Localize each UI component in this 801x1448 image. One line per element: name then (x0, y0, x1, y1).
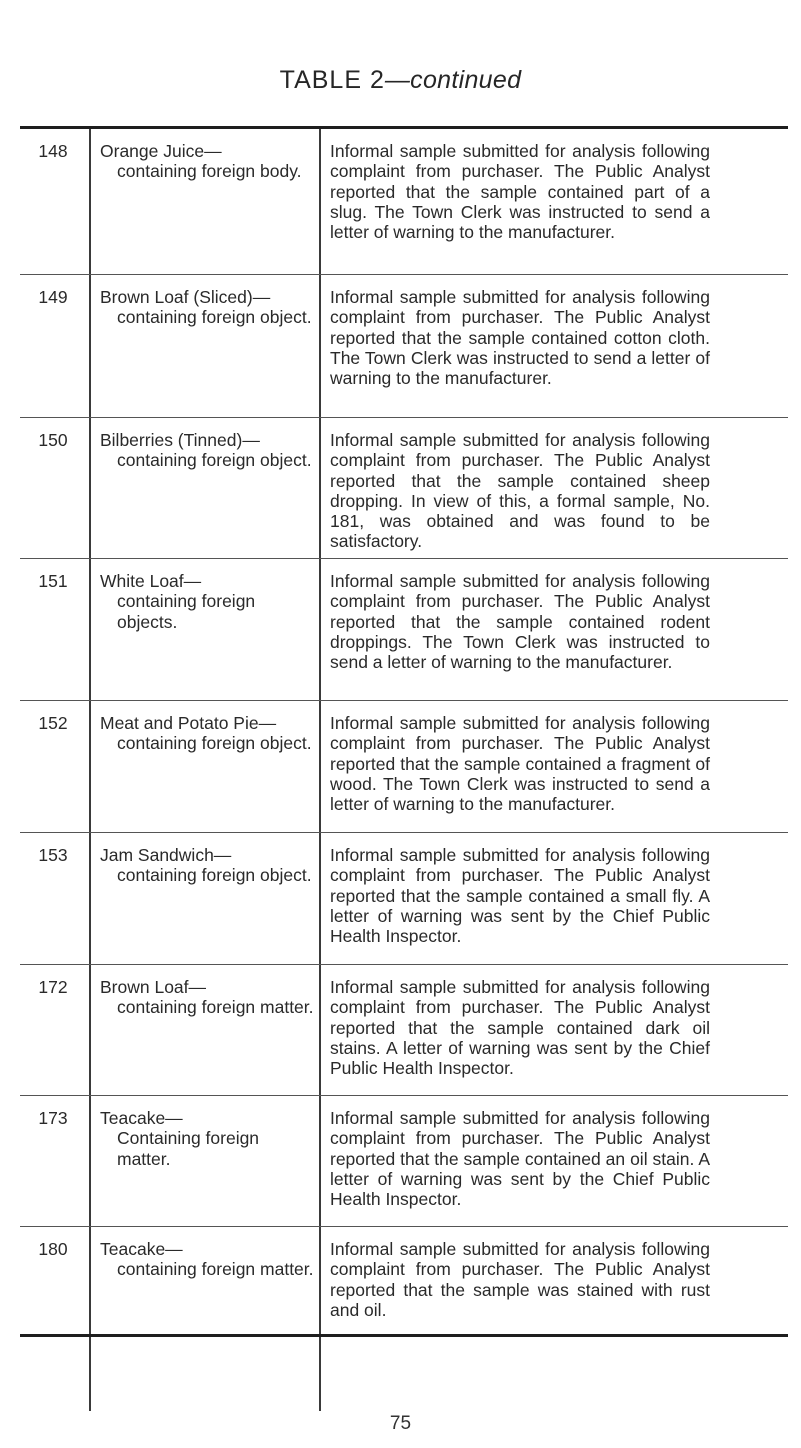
sample-condition: containing foreign object. (117, 307, 312, 328)
sample-number: 172 (38, 977, 68, 997)
sample-remarks: Informal sample submitted for analysis following complaint from purchaser. The Public Analyst reported that the sample contained a fragment of wood. The Town Clerk was instructed to send a letter of warning to the manufacturer. (330, 713, 710, 815)
sample-remarks: Informal sample submitted for analysis following complaint from purchaser. The Public Analyst reported that the sample contained sheep dropping. In view of this, a formal sample, No. 181, was obtained and was found to be satisfactory. (330, 430, 710, 552)
sample-remarks: Informal sample submitted for analysis following complaint from purchaser. The Public Analyst reported that the sample was stained with rust and oil. (330, 1239, 710, 1320)
sample-condition: containing foreign matter. (117, 1259, 314, 1280)
table-row (20, 559, 788, 700)
table-row (20, 701, 788, 832)
sample-description (100, 845, 314, 886)
sample-description (100, 430, 314, 471)
sample-number: 151 (38, 571, 68, 591)
title-continued: —continued (384, 66, 522, 94)
sample-condition: containing foreign matter. (117, 997, 314, 1018)
sample-description (100, 977, 314, 1018)
table-row (20, 418, 788, 558)
title-main: TABLE 2 (279, 66, 385, 94)
sample-description (100, 1108, 314, 1169)
sample-remarks: Informal sample submitted for analysis following complaint from purchaser. The Public Analyst reported that the sample contained cotton cloth. The Town Clerk was instructed to send a letter of warning to the manufacturer. (330, 287, 710, 389)
sample-description (100, 1239, 314, 1280)
page-title (0, 66, 801, 95)
sample-name: Brown Loaf (Sliced)— (100, 287, 271, 307)
sample-description (100, 141, 314, 182)
sample-name: Orange Juice— (100, 141, 222, 161)
sample-name: Teacake— (100, 1239, 183, 1259)
sample-description (100, 713, 314, 754)
sample-condition: containing foreign object. (117, 865, 312, 886)
sample-number: 148 (38, 141, 68, 161)
sample-condition: containing foreign object. (117, 450, 312, 471)
page-number: 75 (389, 1413, 412, 1434)
sample-condition: containing foreign objects. (117, 591, 256, 632)
table-row (20, 1096, 788, 1226)
table-row (20, 833, 788, 964)
sample-name: Bilberries (Tinned)— (100, 430, 260, 450)
sample-remarks: Informal sample submitted for analysis following complaint from purchaser. The Public Analyst reported that the sample contained part of a slug. The Town Clerk was instructed to send a letter of warning to the manufacturer. (330, 141, 710, 243)
analysis-table (20, 126, 788, 1414)
sample-name: White Loaf— (100, 571, 202, 591)
sample-number: 153 (38, 845, 68, 865)
sample-name: Jam Sandwich— (100, 845, 232, 865)
table-row (20, 275, 788, 417)
sample-description (100, 571, 314, 632)
sample-remarks: Informal sample submitted for analysis following complaint from purchaser. The Public Analyst reported that the sample contained a small fly. A letter of warning was sent by the Chief Public Health Inspector. (330, 845, 710, 947)
sample-description (100, 287, 314, 328)
sample-number: 173 (38, 1108, 68, 1128)
sample-remarks: Informal sample submitted for analysis following complaint from purchaser. The Public Analyst reported that the sample contained dark oil stains. A letter of warning was sent by the Chief Public Health Inspector. (330, 977, 710, 1079)
table-row (20, 965, 788, 1095)
table-row (20, 129, 788, 274)
sample-remarks: Informal sample submitted for analysis following complaint from purchaser. The Public Analyst reported that the sample contained an oil stain. A letter of warning was sent by the Chief Public Health Inspector. (330, 1108, 710, 1210)
sample-condition: Containing foreign matter. (117, 1128, 260, 1169)
sample-name: Brown Loaf— (100, 977, 207, 997)
sample-name: Teacake— (100, 1108, 183, 1128)
sample-condition: containing foreign object. (117, 733, 312, 754)
sample-number: 149 (38, 287, 68, 307)
sample-number: 152 (38, 713, 68, 733)
table-bottom-rule (20, 1334, 788, 1337)
sample-condition: containing foreign body. (117, 161, 302, 182)
sample-remarks: Informal sample submitted for analysis following complaint from purchaser. The Public Analyst reported that the sample contained rodent droppings. The Town Clerk was instructed to send a letter of warning to the manufacturer. (330, 571, 710, 673)
sample-number: 180 (38, 1239, 68, 1259)
sample-name: Meat and Potato Pie— (100, 713, 277, 733)
table-row (20, 1227, 788, 1411)
sample-number: 150 (38, 430, 68, 450)
